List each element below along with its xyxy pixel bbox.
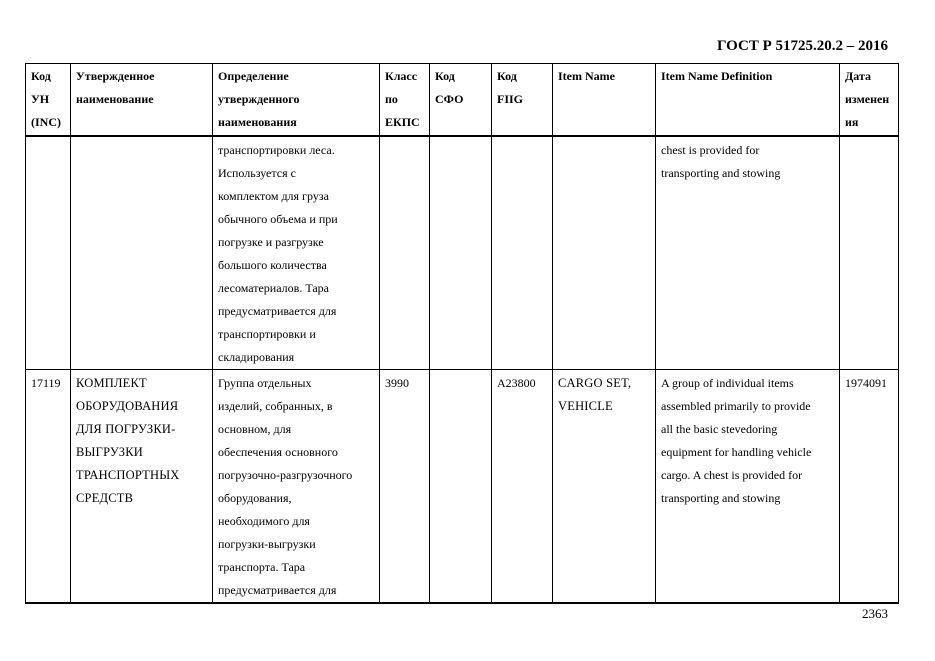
text-line: ЕКПС — [385, 115, 420, 129]
text-line: ВЫГРУЗКИ — [76, 445, 144, 459]
cell-change-date: 1974091 — [840, 370, 899, 604]
cell-item-name — [553, 136, 656, 370]
text-line: наименование — [76, 92, 154, 106]
text-line: assembled primarily to provide — [661, 399, 811, 413]
text-line: Код — [31, 69, 51, 83]
cell-item-definition — [656, 136, 840, 370]
text-line: погрузки-выгрузки — [218, 537, 316, 551]
table-row — [26, 370, 899, 604]
text-line: основном, для — [218, 422, 292, 436]
text-line: большого количества — [218, 258, 327, 272]
text-line: УН — [31, 92, 50, 106]
text-line: обычного объема и при — [218, 212, 338, 226]
cell-definition-ru — [213, 370, 380, 604]
text-line: предусматривается для — [218, 304, 337, 318]
col-header-definition — [213, 64, 380, 137]
text-line: ТРАНСПОРТНЫХ — [76, 468, 180, 482]
text-line: VEHICLE — [558, 399, 613, 413]
cell-change-date — [840, 136, 899, 370]
cell-sfo-code — [430, 136, 492, 370]
cell-inc: 17119 — [26, 370, 71, 604]
cell-fiig-code — [492, 136, 553, 370]
col-header-inc — [26, 64, 71, 137]
text-line: оборудования, — [218, 491, 292, 505]
cell-ekps-class — [380, 136, 430, 370]
text-line: изменен — [845, 92, 890, 106]
text-line: Используется с — [218, 166, 296, 180]
text-line: лесоматериалов. Тара — [218, 281, 329, 295]
text-line: (INC) — [31, 115, 61, 129]
text-line: transporting and stowing — [661, 166, 781, 180]
text-line: необходимого для — [218, 514, 310, 528]
text-line: складирования — [218, 350, 295, 364]
cell-approved-name — [71, 136, 213, 370]
cell-item-name — [553, 370, 656, 604]
cell-ekps-class: 3990 — [380, 370, 430, 604]
text-line: комплектом для груза — [218, 189, 329, 203]
text-line: Группа отдельных — [218, 376, 312, 390]
cell-item-definition — [656, 370, 840, 604]
col-header-item-definition — [656, 64, 840, 137]
text-line: transporting and stowing — [661, 491, 781, 505]
text-line: погрузочно-разгрузочного — [218, 468, 353, 482]
text-line: СФО — [435, 92, 464, 106]
text-line: equipment for handling vehicle — [661, 445, 812, 459]
col-header-ekps-class — [380, 64, 430, 137]
text-line: по — [385, 92, 398, 106]
text-line: транспортировки и — [218, 327, 316, 341]
text-line: Утвержденное — [76, 69, 155, 83]
text-line: Класс — [385, 69, 418, 83]
text-line: ДЛЯ ПОГРУЗКИ- — [76, 422, 176, 436]
cell-inc — [26, 136, 71, 370]
text-line: all the basic stevedoring — [661, 422, 778, 436]
page-number: 2363 — [862, 606, 888, 621]
text-line: chest is provided for — [661, 143, 760, 157]
cell-definition-ru — [213, 136, 380, 370]
text-line: FIIG — [497, 92, 524, 106]
text-line: Определение — [218, 69, 289, 83]
text-line: КОМПЛЕКТ — [76, 376, 147, 390]
text-line: Item Name — [558, 69, 615, 83]
text-line: ОБОРУДОВАНИЯ — [76, 399, 179, 413]
col-header-change-date — [840, 64, 899, 137]
text-line: cargo. A chest is provided for — [661, 468, 803, 482]
text-line: ия — [845, 115, 859, 129]
text-line: обеспечения основного — [218, 445, 338, 459]
cell-approved-name — [71, 370, 213, 604]
table-header-row — [26, 64, 899, 137]
text-line: изделий, собранных, в — [218, 399, 333, 413]
col-header-item-name — [553, 64, 656, 137]
text-line: Код — [497, 69, 517, 83]
text-line: A group of individual items — [661, 376, 794, 390]
col-header-sfo-code — [430, 64, 492, 137]
cell-sfo-code — [430, 370, 492, 604]
col-header-fiig-code — [492, 64, 553, 137]
text-line: наименования — [218, 115, 297, 129]
cell-fiig-code: A23800 — [492, 370, 553, 604]
text-line: утвержденного — [218, 92, 300, 106]
catalog-table — [25, 63, 899, 604]
table-row-continued — [26, 136, 899, 370]
col-header-approved-name — [71, 64, 213, 137]
text-line: Дата — [845, 69, 871, 83]
text-line: транспорта. Тара — [218, 560, 306, 574]
text-line: СРЕДСТВ — [76, 491, 134, 505]
text-line: транспортировки леса. — [218, 143, 335, 157]
text-line: погрузке и разгрузке — [218, 235, 324, 249]
text-line: предусматривается для — [218, 583, 337, 597]
text-line: Item Name Definition — [661, 69, 773, 83]
text-line: CARGO SET, — [558, 376, 632, 390]
text-line: Код — [435, 69, 455, 83]
standard-header: ГОСТ Р 51725.20.2 – 2016 — [716, 38, 888, 54]
